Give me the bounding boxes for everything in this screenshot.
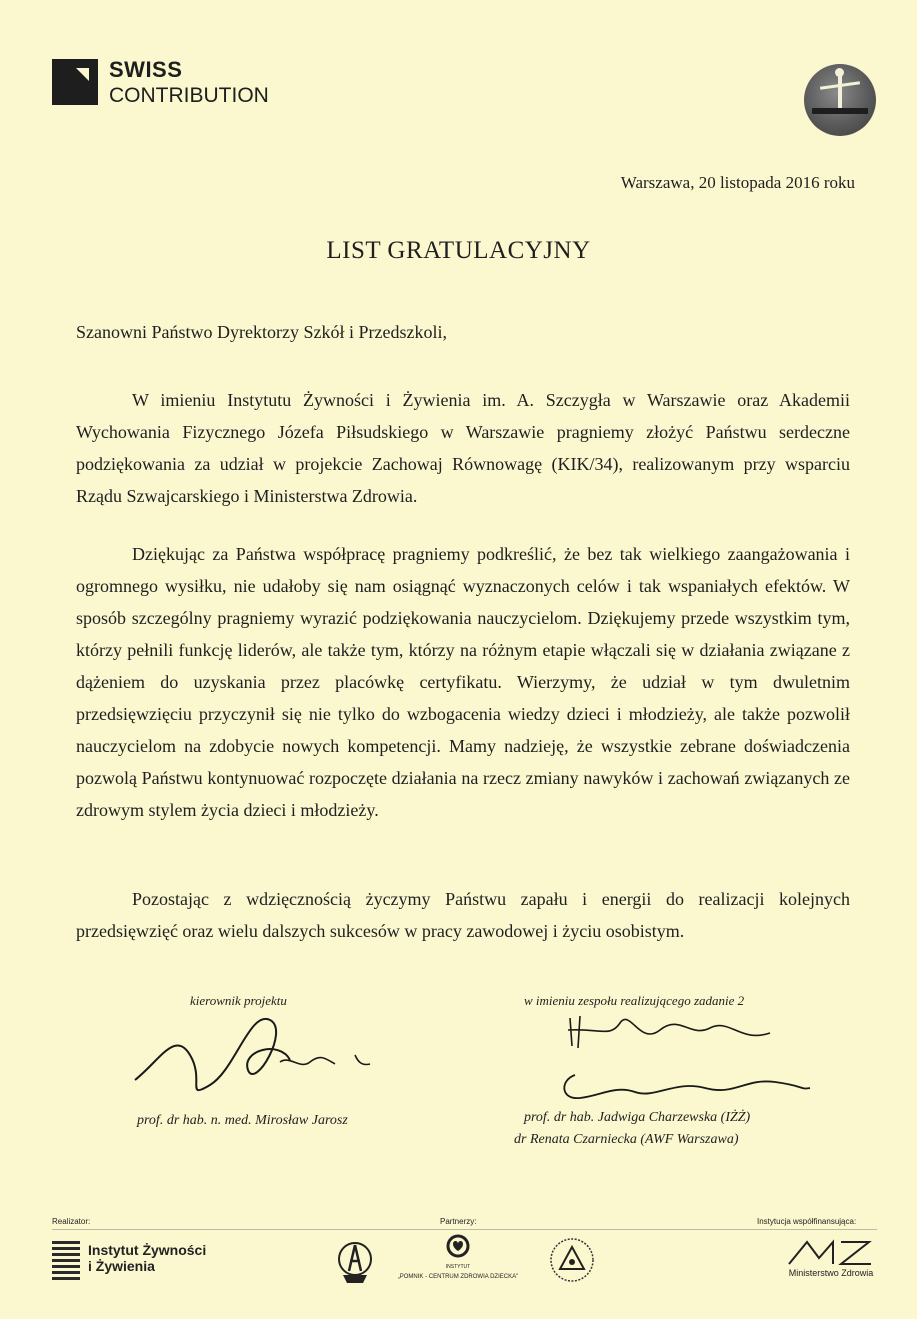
left-signatory-role: kierownik projektu	[190, 993, 287, 1008]
izz-logo-line1: Instytut Żywności	[88, 1242, 207, 1258]
partnerzy-label: Partnerzy:	[440, 1217, 477, 1226]
right-handwritten-signature-2	[555, 1060, 815, 1110]
paragraph-1-text: W imieniu Instytutu Żywności i Żywienia im. A. Szczygła w Warszawie oraz Akademii Wychowania Fizycznego Józefa Piłsudskiego w Warszawie pragniemy złożyć Państwu serdeczne podziękowania za udział w projekcie Zachowaj Równowagę (KIK/34), realizowanym przy wsparciu Rządu Szwajcarskiego i Ministerstwa Zdrowia.	[76, 390, 850, 506]
realizator-label: Realizator:	[52, 1217, 91, 1226]
zachowaj-rownowage-logo	[804, 64, 876, 136]
mz-mark-icon	[783, 1236, 879, 1266]
pomnik-centrum-logo	[393, 1232, 523, 1290]
right-signatory-name-2: dr Renata Czarniecka (AWF Warszawa)	[514, 1132, 739, 1147]
letter-paragraph-1	[76, 384, 850, 512]
izz-mark-icon	[52, 1238, 80, 1280]
swiss-logo-line1: SWISS	[109, 57, 183, 82]
swiss-contribution-mark-icon	[52, 59, 98, 105]
izz-logo	[52, 1238, 227, 1284]
letter-paragraph-2	[76, 538, 850, 826]
letter-salutation: Szanowni Państwo Dyrektorzy Szkół i Przedszkoli,	[76, 322, 447, 342]
swiss-logo-line2: CONTRIBUTION	[109, 84, 269, 107]
swiss-contribution-logo	[52, 57, 292, 109]
pomnik-heart-icon	[393, 1232, 523, 1264]
footer-divider	[52, 1229, 877, 1230]
letter-date: Warszawa, 20 listopada 2016 roku	[620, 173, 855, 192]
left-signatory-name: prof. dr hab. n. med. Mirosław Jarosz	[137, 1113, 348, 1128]
letter-title: LIST GRATULACYJNY	[326, 237, 591, 264]
right-signatory-role: w imieniu zespołu realizującego zadanie 2	[524, 993, 745, 1008]
letter-paragraph-3	[76, 883, 850, 947]
pomnik-name-label: „POMNIK - CENTRUM ZDROWIA DZIECKA"	[397, 1274, 519, 1280]
logo-text-band	[812, 108, 868, 114]
ministerstwo-zdrowia-logo	[783, 1236, 879, 1284]
awf-emblem-icon	[335, 1237, 375, 1287]
right-signatory-name-1: prof. dr hab. Jadwiga Charzewska (IŻŻ)	[524, 1110, 751, 1125]
pomnik-institute-label: INSTYTUT	[445, 1264, 471, 1270]
mz-label: Ministerstwo Zdrowia	[788, 1268, 874, 1278]
right-handwritten-signature-1	[560, 1008, 780, 1053]
left-handwritten-signature	[130, 1000, 380, 1105]
instytucja-label: Instytucja współfinansująca:	[757, 1217, 857, 1226]
paragraph-3-text: Pozostając z wdzięcznością życzymy Państwu zapału i energii do realizacji kolejnych przedsięwzięć oraz wielu dalszych sukcesów w pracy zawodowej i życiu osobistym.	[76, 889, 850, 941]
paragraph-2-text: Dziękując za Państwa współpracę pragniemy podkreślić, że bez tak wielkiego zaangażowania i ogromnego wysiłku, nie udałoby się nam osiągnąć wyznaczonych celów i tak wspaniałych efektów. W sposób szczególny pragniemy wyrazić podziękowania nauczycielom. Dziękujemy przede wszystkim tym, którzy pełnili funkcję liderów, ale także tym, którzy na różnym etapie włączali się w działania związane z dążeniem do uzyskania przez placówkę certyfikatu. Wierzymy, że udział w tym dwuletnim przedsięwzięciu przyczynił się nie tylko do wzbogacenia wiedzy dzieci i młodzieży, ale także pozwolił nauczycielom na zdobycie nowych kompetencji. Mamy nadzieję, że wszystkie zebrane doświadczenia pozwolą Państwu kontynuować rozpoczęte działania na rzecz zmiany nawyków i zachowań związanych ze zdrowym stylem życia dzieci i młodzieży.	[76, 544, 850, 820]
izz-logo-line2: i Żywienia	[88, 1258, 155, 1274]
figure-body-icon	[838, 72, 842, 112]
society-triangle-emblem-icon	[548, 1236, 596, 1284]
